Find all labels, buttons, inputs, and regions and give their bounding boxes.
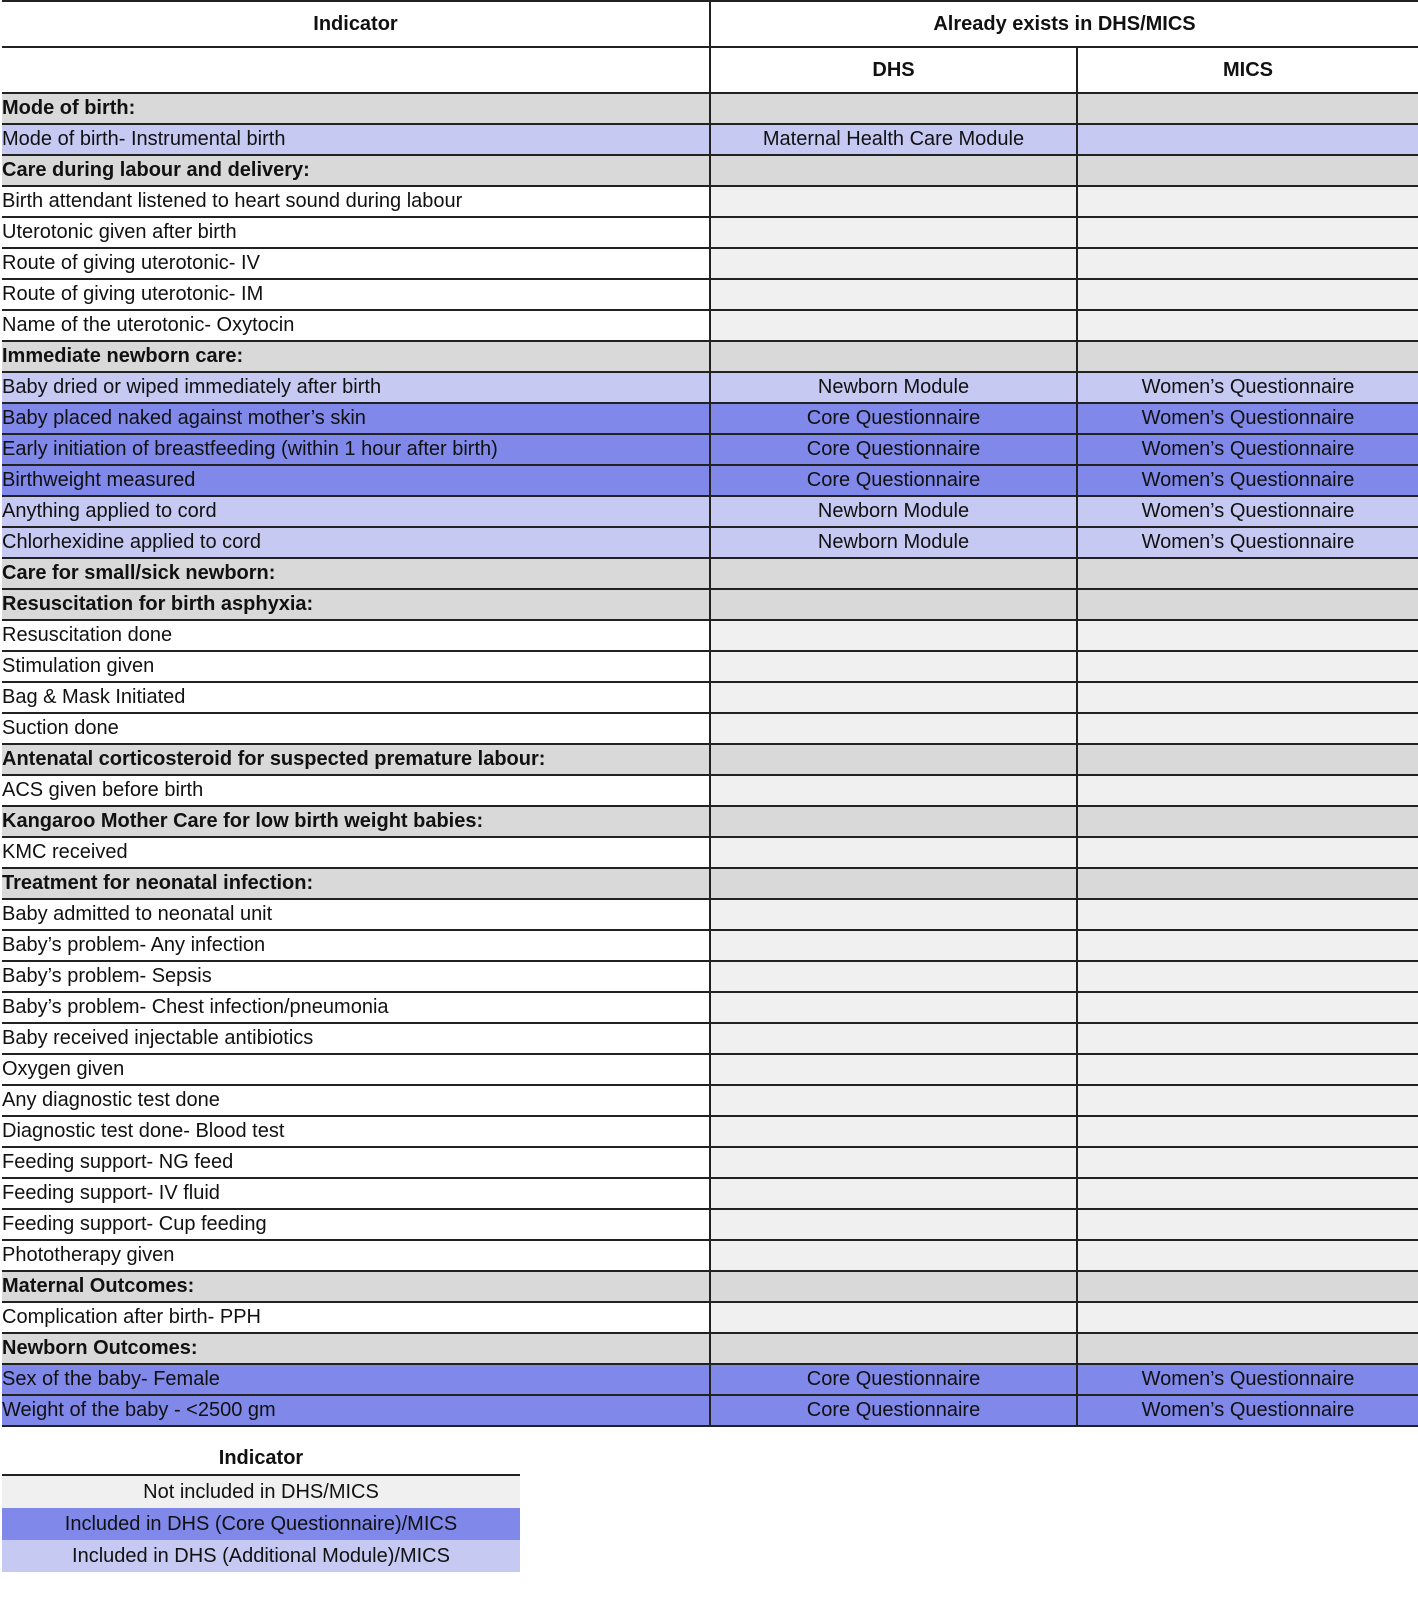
table-row <box>2 961 1418 992</box>
mics-cell <box>1077 310 1418 341</box>
table-row <box>2 1364 1418 1395</box>
dhs-cell: Maternal Health Care Module <box>710 124 1077 155</box>
header-row-2 <box>2 47 1418 93</box>
indicator-label: KMC received <box>2 837 710 868</box>
legend-label: Included in DHS (Core Questionnaire)/MICS <box>2 1508 520 1540</box>
dhs-cell: Core Questionnaire <box>710 434 1077 465</box>
indicator-label: Weight of the baby - <2500 gm <box>2 1395 710 1426</box>
mics-cell <box>1077 1240 1418 1271</box>
dhs-cell <box>710 806 1077 837</box>
dhs-cell <box>710 589 1077 620</box>
mics-cell <box>1077 1054 1418 1085</box>
mics-cell <box>1077 806 1418 837</box>
mics-cell: Women’s Questionnaire <box>1077 372 1418 403</box>
dhs-cell <box>710 713 1077 744</box>
indicator-table <box>2 0 1418 1427</box>
indicator-label: Phototherapy given <box>2 1240 710 1271</box>
table-row <box>2 186 1418 217</box>
indicator-label: Baby admitted to neonatal unit <box>2 899 710 930</box>
table-row <box>2 217 1418 248</box>
indicator-label: Diagnostic test done- Blood test <box>2 1116 710 1147</box>
section-label: Antenatal corticosteroid for suspected premature labour: <box>2 744 710 775</box>
indicator-label: Any diagnostic test done <box>2 1085 710 1116</box>
section-label: Kangaroo Mother Care for low birth weight babies: <box>2 806 710 837</box>
mics-cell <box>1077 744 1418 775</box>
indicator-label: Name of the uterotonic- Oxytocin <box>2 310 710 341</box>
table-row <box>2 527 1418 558</box>
section-label: Care during labour and delivery: <box>2 155 710 186</box>
indicator-label: ACS given before birth <box>2 775 710 806</box>
indicator-label: Complication after birth- PPH <box>2 1302 710 1333</box>
dhs-cell <box>710 1178 1077 1209</box>
mics-cell: Women’s Questionnaire <box>1077 1395 1418 1426</box>
indicator-label: Baby’s problem- Any infection <box>2 930 710 961</box>
table-row <box>2 1209 1418 1240</box>
mics-cell <box>1077 682 1418 713</box>
indicator-label: Sex of the baby- Female <box>2 1364 710 1395</box>
mics-cell: Women’s Questionnaire <box>1077 527 1418 558</box>
dhs-cell: Core Questionnaire <box>710 403 1077 434</box>
table-row <box>2 496 1418 527</box>
section-row <box>2 868 1418 899</box>
dhs-cell: Core Questionnaire <box>710 465 1077 496</box>
section-row <box>2 341 1418 372</box>
mics-cell <box>1077 1147 1418 1178</box>
table-row <box>2 1302 1418 1333</box>
indicator-label: Oxygen given <box>2 1054 710 1085</box>
indicator-label: Stimulation given <box>2 651 710 682</box>
dhs-cell <box>710 1271 1077 1302</box>
dhs-cell: Newborn Module <box>710 496 1077 527</box>
table-row <box>2 775 1418 806</box>
dhs-cell <box>710 186 1077 217</box>
indicator-label: Suction done <box>2 713 710 744</box>
indicator-label: Resuscitation done <box>2 620 710 651</box>
table-row <box>2 713 1418 744</box>
mics-cell <box>1077 589 1418 620</box>
mics-cell <box>1077 217 1418 248</box>
table-row <box>2 899 1418 930</box>
table-row <box>2 837 1418 868</box>
table-row <box>2 124 1418 155</box>
dhs-cell <box>710 558 1077 589</box>
mics-cell <box>1077 155 1418 186</box>
indicator-label: Mode of birth- Instrumental birth <box>2 124 710 155</box>
mics-cell <box>1077 1116 1418 1147</box>
mics-cell <box>1077 1023 1418 1054</box>
table-row <box>2 1085 1418 1116</box>
header-row-1 <box>2 1 1418 47</box>
mics-cell <box>1077 651 1418 682</box>
indicator-label: Early initiation of breastfeeding (within 1 hour after birth) <box>2 434 710 465</box>
dhs-cell <box>710 930 1077 961</box>
section-label: Newborn Outcomes: <box>2 1333 710 1364</box>
dhs-cell <box>710 775 1077 806</box>
table-row <box>2 682 1418 713</box>
mics-cell <box>1077 620 1418 651</box>
dhs-cell <box>710 1054 1077 1085</box>
mics-cell: Women’s Questionnaire <box>1077 403 1418 434</box>
table-row <box>2 1240 1418 1271</box>
table-row <box>2 930 1418 961</box>
mics-cell <box>1077 186 1418 217</box>
dhs-cell <box>710 744 1077 775</box>
mics-cell: Women’s Questionnaire <box>1077 496 1418 527</box>
header-already-exists: Already exists in DHS/MICS <box>710 1 1418 47</box>
table-row <box>2 620 1418 651</box>
mics-cell <box>1077 992 1418 1023</box>
table-row <box>2 1147 1418 1178</box>
section-row <box>2 806 1418 837</box>
dhs-cell <box>710 899 1077 930</box>
mics-cell: Women’s Questionnaire <box>1077 434 1418 465</box>
section-label: Resuscitation for birth asphyxia: <box>2 589 710 620</box>
mics-cell <box>1077 899 1418 930</box>
indicator-label: Feeding support- IV fluid <box>2 1178 710 1209</box>
legend-table <box>2 1442 520 1572</box>
dhs-cell: Core Questionnaire <box>710 1364 1077 1395</box>
dhs-cell <box>710 1147 1077 1178</box>
section-row <box>2 1271 1418 1302</box>
mics-cell <box>1077 961 1418 992</box>
dhs-cell <box>710 217 1077 248</box>
mics-cell: Women’s Questionnaire <box>1077 1364 1418 1395</box>
mics-cell <box>1077 1085 1418 1116</box>
dhs-cell <box>710 961 1077 992</box>
legend-label: Included in DHS (Additional Module)/MICS <box>2 1540 520 1572</box>
dhs-cell <box>710 1240 1077 1271</box>
dhs-cell: Newborn Module <box>710 527 1077 558</box>
mics-cell <box>1077 124 1418 155</box>
dhs-cell <box>710 992 1077 1023</box>
mics-cell <box>1077 1178 1418 1209</box>
section-label: Treatment for neonatal infection: <box>2 868 710 899</box>
table-body <box>2 93 1418 1426</box>
legend-body <box>2 1475 520 1572</box>
indicator-label: Bag & Mask Initiated <box>2 682 710 713</box>
section-row <box>2 93 1418 124</box>
section-label: Mode of birth: <box>2 93 710 124</box>
legend-row-module <box>2 1540 520 1572</box>
legend-title: Indicator <box>2 1442 520 1475</box>
table-row <box>2 403 1418 434</box>
dhs-cell <box>710 682 1077 713</box>
table-row <box>2 434 1418 465</box>
table-row <box>2 1054 1418 1085</box>
mics-cell <box>1077 341 1418 372</box>
mics-cell <box>1077 930 1418 961</box>
mics-cell <box>1077 93 1418 124</box>
dhs-cell <box>710 1209 1077 1240</box>
dhs-cell <box>710 1302 1077 1333</box>
table-row <box>2 372 1418 403</box>
indicator-label: Uterotonic given after birth <box>2 217 710 248</box>
dhs-cell <box>710 248 1077 279</box>
mics-cell <box>1077 837 1418 868</box>
dhs-cell: Newborn Module <box>710 372 1077 403</box>
mics-cell <box>1077 558 1418 589</box>
legend-label: Not included in DHS/MICS <box>2 1475 520 1508</box>
mics-cell <box>1077 248 1418 279</box>
mics-cell <box>1077 1333 1418 1364</box>
mics-cell <box>1077 279 1418 310</box>
section-row <box>2 558 1418 589</box>
table-row <box>2 992 1418 1023</box>
dhs-cell <box>710 868 1077 899</box>
indicator-label: Baby received injectable antibiotics <box>2 1023 710 1054</box>
section-label: Care for small/sick newborn: <box>2 558 710 589</box>
table-row <box>2 310 1418 341</box>
dhs-cell <box>710 310 1077 341</box>
indicator-label: Baby dried or wiped immediately after birth <box>2 372 710 403</box>
legend-header-row <box>2 1442 520 1475</box>
mics-cell <box>1077 1302 1418 1333</box>
table-row <box>2 248 1418 279</box>
legend-row-core <box>2 1508 520 1540</box>
header-indicator: Indicator <box>2 1 710 47</box>
dhs-cell <box>710 1116 1077 1147</box>
table-row <box>2 279 1418 310</box>
indicator-label: Chlorhexidine applied to cord <box>2 527 710 558</box>
section-row <box>2 744 1418 775</box>
dhs-cell <box>710 341 1077 372</box>
indicator-label: Anything applied to cord <box>2 496 710 527</box>
indicator-label: Route of giving uterotonic- IM <box>2 279 710 310</box>
mics-cell <box>1077 775 1418 806</box>
table-row <box>2 1023 1418 1054</box>
header-blank <box>2 47 710 93</box>
legend-row-none <box>2 1475 520 1508</box>
dhs-cell <box>710 93 1077 124</box>
dhs-cell <box>710 1333 1077 1364</box>
mics-cell <box>1077 1271 1418 1302</box>
mics-cell: Women’s Questionnaire <box>1077 465 1418 496</box>
dhs-cell <box>710 155 1077 186</box>
header-dhs: DHS <box>710 47 1077 93</box>
section-row <box>2 589 1418 620</box>
indicator-label: Feeding support- Cup feeding <box>2 1209 710 1240</box>
indicator-label: Baby’s problem- Chest infection/pneumonia <box>2 992 710 1023</box>
mics-cell <box>1077 1209 1418 1240</box>
indicator-label: Feeding support- NG feed <box>2 1147 710 1178</box>
section-row <box>2 155 1418 186</box>
table-row <box>2 1395 1418 1426</box>
table-row <box>2 1116 1418 1147</box>
dhs-cell <box>710 1085 1077 1116</box>
dhs-cell <box>710 620 1077 651</box>
header-mics: MICS <box>1077 47 1418 93</box>
section-label: Immediate newborn care: <box>2 341 710 372</box>
mics-cell <box>1077 868 1418 899</box>
table-row <box>2 651 1418 682</box>
dhs-cell: Core Questionnaire <box>710 1395 1077 1426</box>
indicator-label: Baby’s problem- Sepsis <box>2 961 710 992</box>
indicator-label: Birth attendant listened to heart sound during labour <box>2 186 710 217</box>
table-row <box>2 465 1418 496</box>
dhs-cell <box>710 837 1077 868</box>
section-row <box>2 1333 1418 1364</box>
table-row <box>2 1178 1418 1209</box>
dhs-cell <box>710 279 1077 310</box>
indicator-label: Baby placed naked against mother’s skin <box>2 403 710 434</box>
dhs-cell <box>710 1023 1077 1054</box>
mics-cell <box>1077 713 1418 744</box>
section-label: Maternal Outcomes: <box>2 1271 710 1302</box>
indicator-label: Birthweight measured <box>2 465 710 496</box>
indicator-label: Route of giving uterotonic- IV <box>2 248 710 279</box>
dhs-cell <box>710 651 1077 682</box>
